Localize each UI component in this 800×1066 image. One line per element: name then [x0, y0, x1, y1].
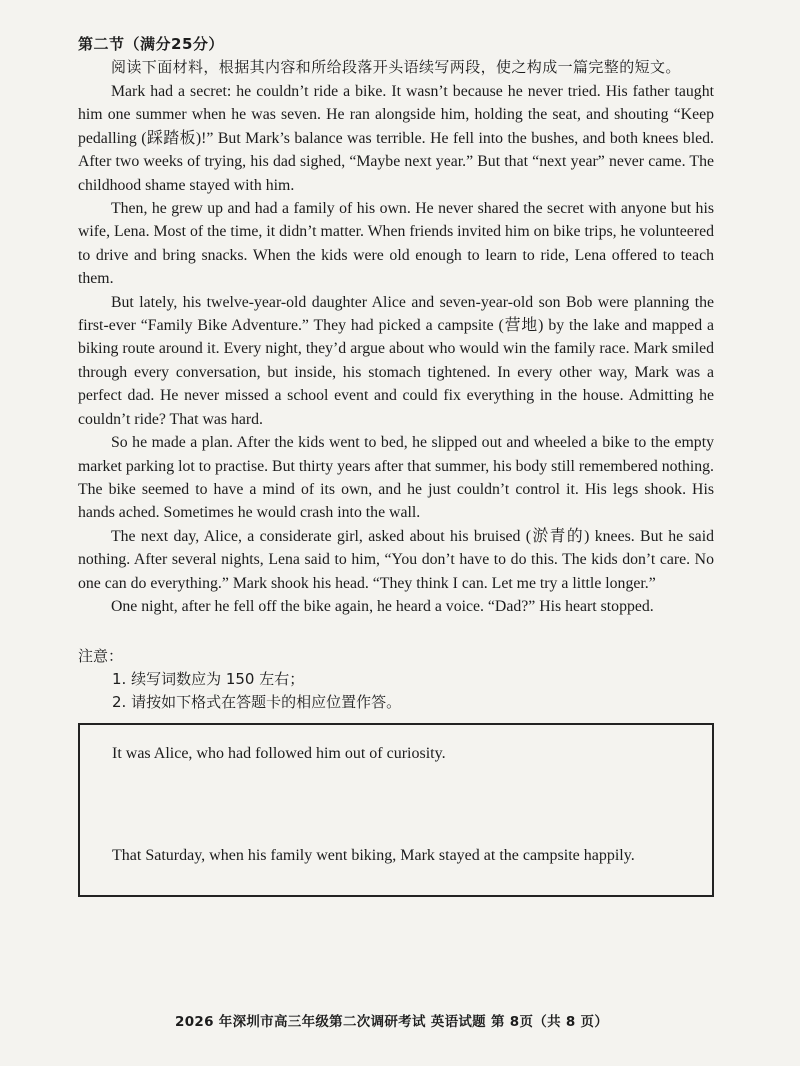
- instruction-text: 阅读下面材料，根据其内容和所给段落开头语续写两段，使之构成一篇完整的短文。: [111, 58, 681, 76]
- paragraph-2-opening: That Saturday, when his family went biking, Mark stayed at the campsite happily.: [112, 847, 635, 864]
- notes-list: [78, 668, 401, 714]
- story-paragraph-6: One night, after he fell off the bike again, he heard a voice. “Dad?” His heart stopped.: [111, 597, 654, 615]
- paragraph-1-opening: It was Alice, who had followed him out of curiosity.: [112, 745, 446, 762]
- notes-item-word-count: 1. 续写词数应为 150 左右；: [112, 670, 305, 688]
- notes-item-format: 2. 请按如下格式在答题卡的相应位置作答。: [112, 693, 402, 711]
- section-title: 第二节（满分25分）: [78, 35, 224, 53]
- answer-box: [78, 723, 714, 897]
- story-text: [78, 80, 714, 618]
- page-footer: 2026 年深圳市高三年级第二次调研考试 英语试题 第 8页（共 8 页）: [175, 1014, 609, 1030]
- notes-section: [78, 645, 401, 714]
- story-paragraph-1: Mark had a secret: he couldn’t ride a bike. It wasn’t because he never tried. His father taught him one summer when he was seven. He ran alongside him, holding the seat, and shouting “Keep pedalling (踩踏板)!” But Mark’s balance was terrible. He fell into the bushes, and both knees bled. After two weeks of trying, his dad sighed, “Maybe next year.” But that “next year” never came. The childhood shame stayed with him.: [78, 83, 714, 194]
- story-paragraph-3: But lately, his twelve-year-old daughter Alice and seven-year-old son Bob were planning the first-ever “Family Bike Adventure.” They had picked a campsite (营地) by the lake and mapped a biking route around it. Every night, they’d argue about who would win the family race. Mark smiled through every conversation, but inside, his stomach tightened. In every other way, Mark was a perfect dad. He never missed a school event and could fix everything in the house. Admitting he couldn’t ride? That was hard.: [78, 293, 714, 428]
- story-paragraph-4: So he made a plan. After the kids went to bed, he slipped out and wheeled a bike to the empty market parking lot to practise. But thirty years after that summer, his body still remembered nothing. The bike seemed to have a mind of its own, and he just couldn’t control it. His legs shook. His hands ached. Sometimes he would crash into the wall.: [78, 434, 714, 522]
- notes-heading: 注意：: [78, 647, 124, 665]
- story-paragraph-2: Then, he grew up and had a family of his own. He never shared the secret with anyone but his wife, Lena. Most of the time, it didn’t matter. When friends invited him on bike trips, he volunteered to drive and bring snacks. When the kids were old enough to learn to ride, Lena offered to teach them.: [78, 200, 714, 288]
- story-paragraph-5: The next day, Alice, a considerate girl, asked about his bruised (淤青的) knees. But he said nothing. After several nights, Lena said to him, “You don’t have to do this. The kids don’t care. No one can do everything.” Mark shook his head. “They think I can. Let me try a little longer.”: [78, 527, 714, 592]
